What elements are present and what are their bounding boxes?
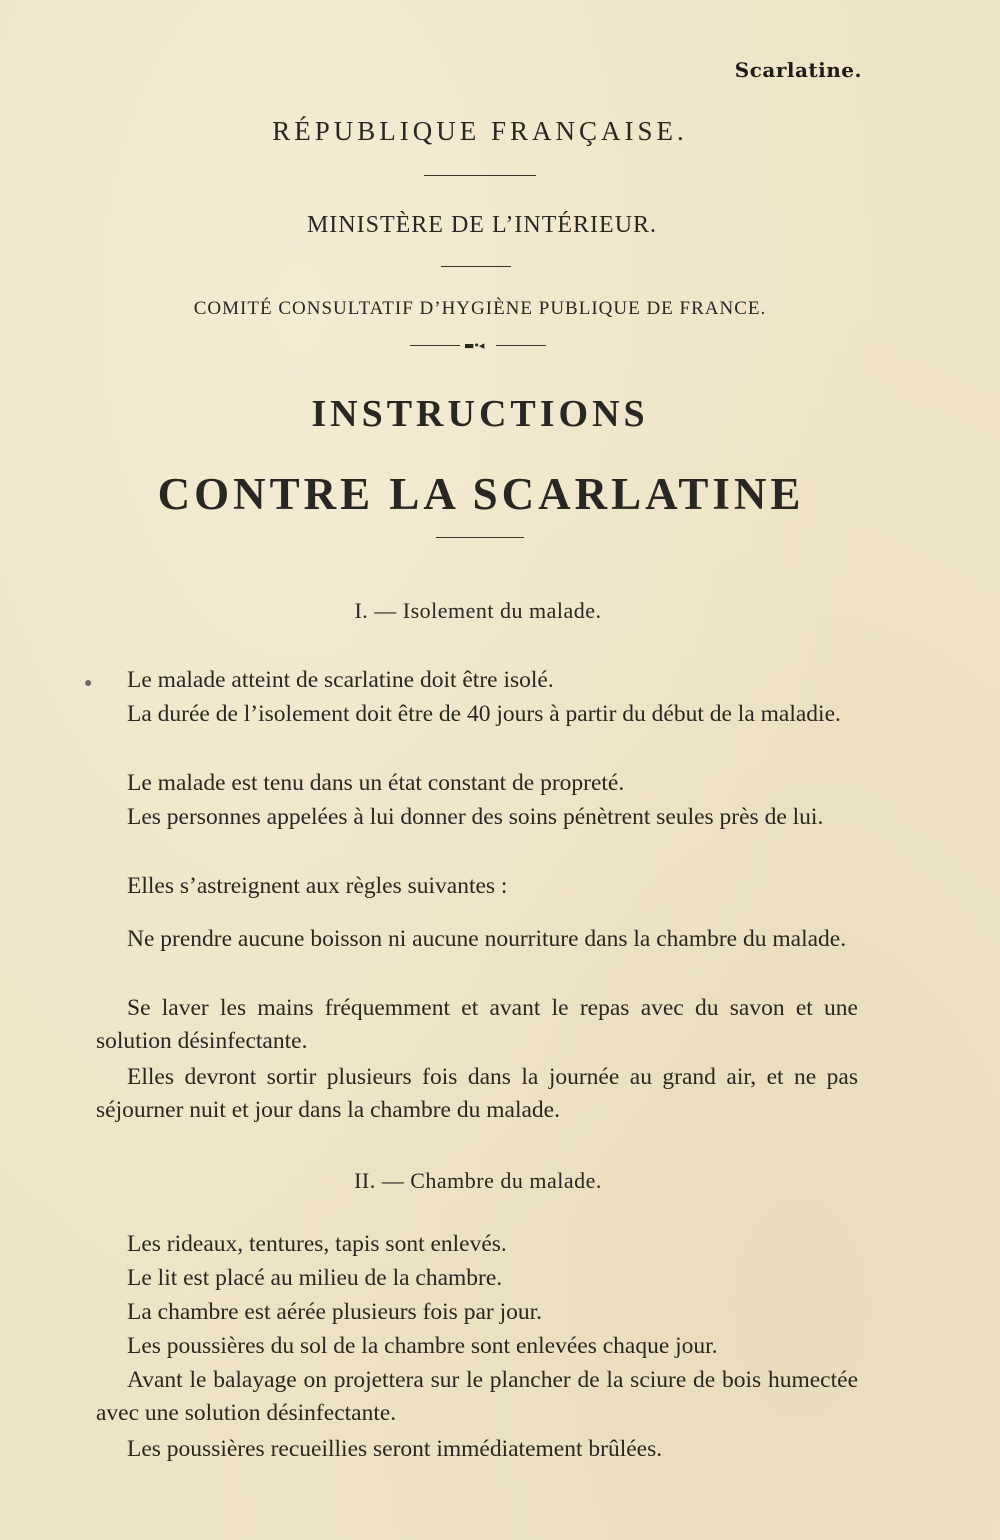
republic-heading: RÉPUBLIQUE FRANÇAISE. [272,116,688,146]
committee-heading: COMITÉ CONSULTATIF D’HYGIÈNE PUBLIQUE DE FRANCE. [193,298,767,319]
paragraph: Avant le balayage on projettera sur le plancher de la sciure de bois humectée avec une solution désinfectante. [96,1367,858,1426]
margin-mark: ● [84,676,93,691]
paragraph: Le lit est placé au milieu de la chambre. [127,1265,503,1291]
paragraph: Le malade est tenu dans un état constant de propreté. [127,770,625,796]
paragraph: Les rideaux, tentures, tapis sont enlevés. [127,1231,507,1257]
title-line-2: CONTRE LA SCARLATINE [157,469,805,519]
title-line-1: INSTRUCTIONS [311,393,649,435]
paragraph: Les personnes appelées à lui donner des soins pénètrent seules près de lui. [127,804,824,830]
ornament-divider [410,338,546,354]
divider [424,175,536,176]
paragraph: Le malade atteint de scarlatine doit être isolé. [127,667,554,693]
running-head: Scarlatine. [734,58,862,82]
paragraph: Se laver les mains fréquemment et avant le repas avec du savon et une solution désinfectante. [96,995,858,1054]
paragraph: Les poussières recueillies seront immédiatement brûlées. [127,1436,663,1462]
section-heading: II. — Chambre du malade. [354,1168,602,1193]
divider [441,266,511,267]
paragraph: Les poussières du sol de la chambre sont enlevées chaque jour. [127,1333,718,1359]
ornament-icon: ▬•◂ [464,339,484,352]
ministry-heading: MINISTÈRE DE L’INTÉRIEUR. [306,212,658,238]
paragraph: Ne prendre aucune boisson ni aucune nourriture dans la chambre du malade. [127,926,847,952]
paragraph: La durée de l’isolement doit être de 40 jours à partir du début de la maladie. [127,701,841,727]
paragraph: Elles s’astreignent aux règles suivantes : [127,873,508,899]
paragraph: La chambre est aérée plusieurs fois par jour. [127,1299,543,1325]
section-heading: I. — Isolement du malade. [354,598,602,623]
paragraph: Elles devront sortir plusieurs fois dans la journée au grand air, et ne pas séjourner nuit et jour dans la chambre du malade. [96,1064,858,1123]
divider [436,537,524,538]
